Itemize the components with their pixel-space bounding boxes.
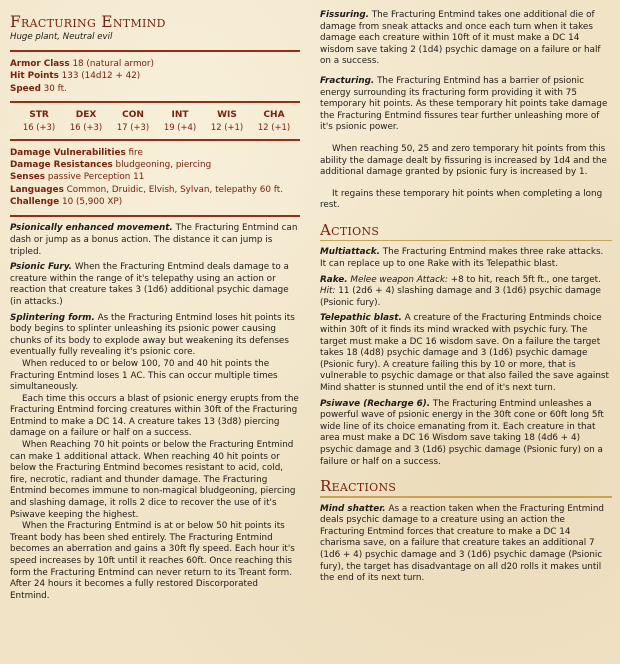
- fracturing-paragraph: When reaching 50, 25 and zero temporary hit points from this ability the damage dealt by fissuring is increased by 1d4 and the additional damage granted by psionic fury is increased by 1.: [320, 143, 607, 178]
- challenge: Challenge 10 (5,900 XP): [10, 197, 123, 208]
- armor-class: Armor Class 18 (natural armor): [10, 59, 154, 69]
- ability-int: INT 19 (+4): [163, 109, 197, 132]
- speed: Speed 30 ft.: [10, 83, 67, 94]
- ability-dex: DEX 16 (+3): [69, 109, 103, 132]
- action-psiwave: Psiwave (Recharge 6). The Fracturing Entmind unleashes a powerful wave of psionic energy in the 30ft cone or 60ft long 5ft wide line of its choice emanating from it. Each creature in that area must make a DC 16 Wisdom save taking 18 (4d6 + 4) psychic damage and 3 (1d6) psychic damage (Psionic fury) on a failure or half on a success.: [320, 398, 604, 467]
- divider: [10, 101, 300, 103]
- section-divider: [320, 240, 612, 242]
- splintering-form-paragraph: Each time this occurs a blast of psionic energy erupts from the Fracturing Entmind forcing creatures within 30ft of the Fracturing Entmind to make a DC 14. A creature takes 13 (3d8) piercing damage on a failure or half on a success.: [10, 393, 299, 439]
- actions-heading: Actions: [320, 220, 380, 239]
- action-multiattack: Multiattack. The Fracturing Entmind makes three rake attacks. It can replace up to one Rake with its Telepathic blast.: [320, 247, 604, 269]
- trait-fissuring: Fissuring. The Fracturing Entmind takes one additional die of damage from sneak attacks and once each turn when it takes damage each creature within 10ft of it must make a DC 14 wisdom save taking 2 (1d4) psychic damage on a failure or half on a success.: [320, 10, 601, 67]
- reaction-mind-shatter: Mind shatter. As a reaction taken when the Fracturing Entmind deals psychic damage to a creature using an action the Fracturing Entmind forces that creature to make a DC 14 charisma save, on a failure that creature takes an additional 7 (1d6 + 4) psychic damage and 3 (1d6) psychic damage (Psionic fury), the target has disadvantage on all d20 rolls it makes until the end of its next turn.: [320, 503, 604, 584]
- right-column: [320, 10, 612, 589]
- trait-enhanced-movement: Psionically enhanced movement. The Fracturing Entmind can dash or jump as a bonus action. The distance it can jump is tripled.: [10, 223, 298, 257]
- fracturing-paragraph: It regains these temporary hit points when completing a long rest.: [320, 188, 603, 211]
- reactions-heading: Reactions: [320, 477, 397, 496]
- trait-splintering-form: Splintering form. As the Fracturing Entmind loses hit points its body begins to splinter unleashing its psionic power causing chunks of its body to explode away but weakening its defenses eventually fully revealing it's psionic core.: [10, 312, 295, 358]
- divider: [10, 50, 300, 52]
- splintering-form-paragraph: When reduced to or below 100, 70 and 40 hit points the Fracturing Entmind loses 1 AC. This can occur multiple times simultaneously.: [10, 358, 278, 393]
- divider: [10, 215, 300, 217]
- ability-wis: WIS 12 (+1): [210, 109, 244, 132]
- action-telepathic-blast: Telepathic blast. A creature of the Fracturing Entminds choice within 30ft of it finds its mind wracked with psychic fury. The target must make a DC 16 wisdom save. On a failure the target takes 18 (4d8) psychic damage and 3 (1d6) psychic damage (Psionic fury). A creature failing this by 10 or more, that is vulnerable to psychic damage or that also failed the save against Mind shatter is stunned until the end of it's next turn.: [320, 313, 609, 393]
- trait-fracturing: Fracturing. The Fracturing Entmind has a barrier of psionic energy surrounding its fracturing form providing it with 75 temporary hit points. As these temporary hit points take damage the Fracturing Entmind fissures tear further unleashing more of it's psionic power.: [320, 75, 608, 133]
- splintering-form-paragraph: When Reaching 70 hit points or below the Fracturing Entmind can make 1 additional attack. When reaching 40 hit points or below the Fracturing Entmind becomes resistant to acid, cold, fire, necrotic, radiant and thunder damage. The Fracturing Entmind becomes immune to non-magical bludgeoning, piercing and slashing damage, it rolls 2 dice to recover the use of it's Psiwave keeping the highest.: [10, 440, 296, 520]
- monster-name: Fracturing Entmind: [10, 13, 166, 31]
- hit-points: Hit Points 133 (14d12 + 42): [10, 71, 141, 82]
- ability-str: STR 16 (+3): [22, 109, 56, 132]
- senses: Senses passive Perception 11: [10, 172, 145, 183]
- damage-vulnerabilities: Damage Vulnerabilities fire: [10, 147, 143, 158]
- left-column: [10, 0, 300, 602]
- ability-scores: [10, 109, 300, 133]
- monster-type: Huge plant, Neutral evil: [10, 32, 113, 42]
- action-rake: Rake. Melee weapon Attack: +8 to hit, reach 5ft ft., one target. Hit: 11 (2d6 + 4) slashing damage and 3 (1d6) psychic damage (Psionic fury).: [320, 274, 601, 308]
- section-divider: [320, 496, 612, 498]
- languages: Languages Common, Druidic, Elvish, Sylvan, telepathy 60 ft.: [10, 184, 283, 195]
- damage-resistances: Damage Resistances bludgeoning, piercing: [10, 160, 212, 171]
- divider: [10, 139, 300, 141]
- trait-psionic-fury: Psionic Fury. When the Fracturing Entmind deals damage to a creature within the range of it's telepathy using an action or reaction that creature takes 3 (1d6) additional psychic damage (in attacks.): [10, 262, 289, 307]
- ability-cha: CHA 12 (+1): [257, 109, 291, 132]
- splintering-form-paragraph: When the Fracturing Entmind is at or below 50 hit points its Treant body has been shed entirely. The Fracturing Entmind becomes an aberration and gains a 30ft fly speed. Each hour it's speed increases by 10ft until it reaches 60ft. Once reaching this form the Fracturing Entmind can never return to its Treant form. After 24 hours it becomes a fully restored Discorporated Entmind.: [10, 521, 295, 601]
- ability-con: CON 17 (+3): [116, 109, 150, 132]
